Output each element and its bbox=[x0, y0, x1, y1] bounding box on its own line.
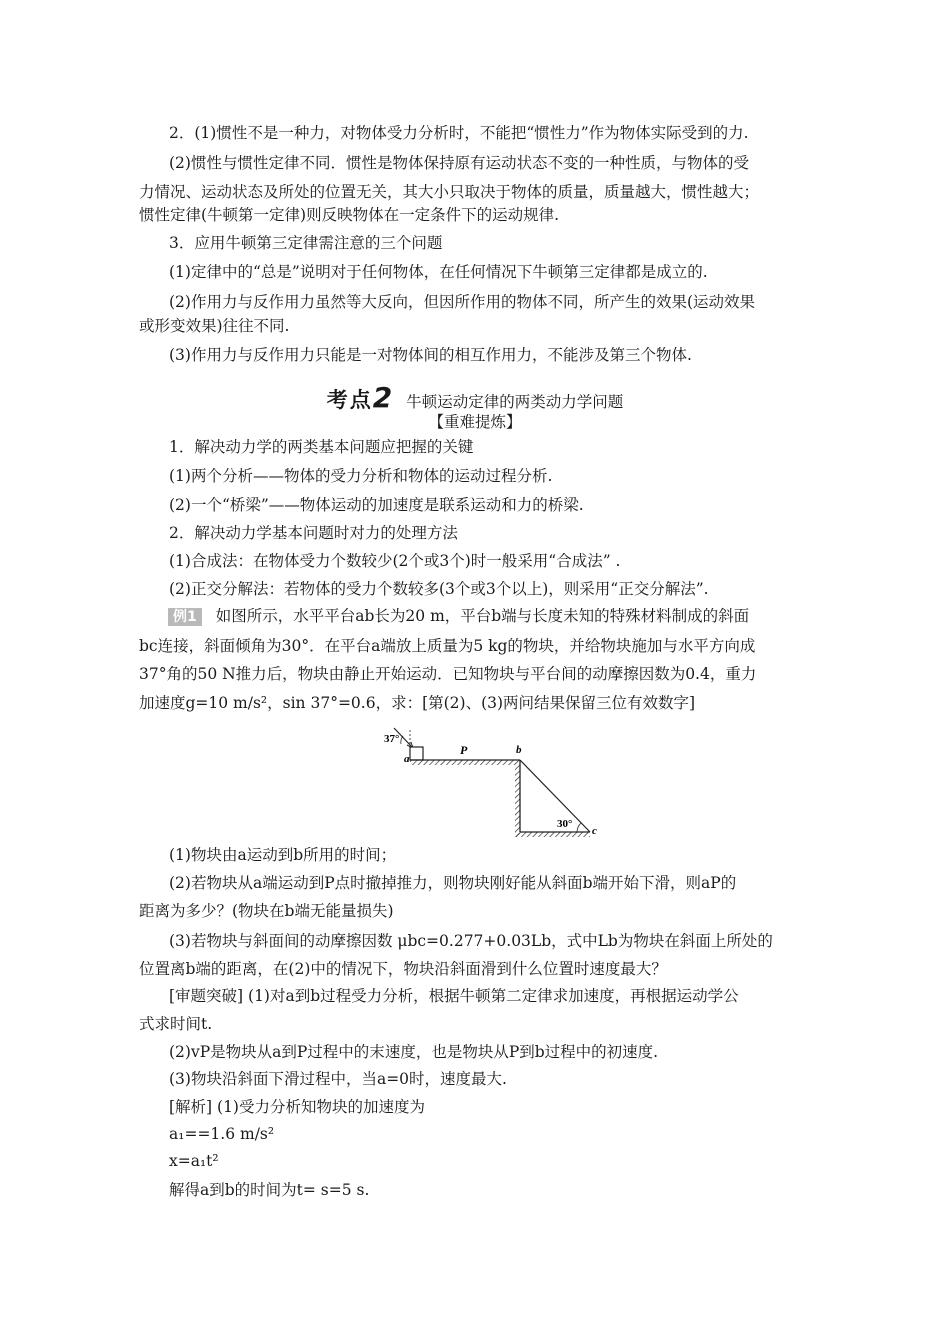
section-title: 牛顿运动定律的两类动力学问题 bbox=[406, 393, 624, 411]
paragraph-line: 1．解决动力学的两类基本问题应把握的关键 bbox=[169, 438, 474, 456]
solution-line: [解析] (1)受力分析知物块的加速度为 bbox=[169, 1098, 425, 1116]
question-line: 距离为多少？(物块在b端无能量损失) bbox=[139, 902, 394, 920]
example-text: 如图所示，水平平台ab长为20 m，平台b端与长度未知的特殊材料制成的斜面 bbox=[215, 607, 750, 625]
paragraph-line: (1)合成法：在物体受力个数较少(2个或3个)时一般采用“合成法” . bbox=[169, 552, 621, 570]
solution-line: 解得a到b的时间为t= s=5 s. bbox=[169, 1181, 370, 1199]
paragraph-line: (2)正交分解法：若物体的受力个数较多(3个或3个以上)，则采用“正交分解法”. bbox=[169, 580, 709, 598]
question-line: (2)若物块从a端运动到P点时撤掉推力，则物块刚好能从斜面b端开始下滑，则aP的 bbox=[169, 874, 737, 892]
formula-line: x=a₁t² bbox=[169, 1152, 219, 1170]
hint-line: (3)物块沿斜面下滑过程中，当a=0时，速度最大. bbox=[169, 1070, 507, 1088]
example-badge: 例1 bbox=[168, 608, 202, 626]
paragraph-line: 或形变效果)往往不同. bbox=[139, 317, 290, 335]
section-number: 2 bbox=[372, 381, 393, 414]
label-b: b bbox=[516, 744, 522, 756]
section-label: 考点 bbox=[326, 388, 373, 412]
block-icon bbox=[410, 747, 423, 760]
wall-hatch bbox=[515, 765, 520, 837]
paragraph-line: (1)定律中的“总是”说明对于任何物体，在任何情况下牛顿第三定律都是成立的. bbox=[169, 263, 708, 281]
paragraph-line: 2．解决动力学基本问题时对力的处理方法 bbox=[169, 524, 458, 542]
question-line: 位置离b端的距离，在(2)中的情况下，物块沿斜面滑到什么位置时速度最大？ bbox=[139, 960, 667, 978]
label-p: P bbox=[460, 743, 468, 757]
paragraph-line: (2)惯性与惯性定律不同．惯性是物体保持原有运动状态不变的一种性质，与物体的受 bbox=[169, 154, 749, 172]
paragraph-line: 3．应用牛顿第三定律需注意的三个问题 bbox=[169, 234, 443, 252]
hint-line: 式求时间t. bbox=[139, 1015, 213, 1033]
example-line: bc连接，斜面倾角为30°．在平台a端放上质量为5 kg的物块，并给物块施加与水平方向成 bbox=[139, 637, 756, 655]
hint-line: (2)vP是物块从a到P过程中的末速度，也是物块从P到b过程中的初速度. bbox=[169, 1043, 659, 1061]
label-c: c bbox=[592, 825, 597, 837]
example-line: 37°角的50 N推力后，物块由静止开始运动．已知物块与平台间的动摩擦因数为0.4，重力 bbox=[139, 665, 757, 683]
paragraph-line: (2)一个“桥梁”——物体运动的加速度是联系运动和力的桥梁. bbox=[169, 496, 584, 514]
paragraph-line: (1)两个分析——物体的受力分析和物体的运动过程分析. bbox=[169, 467, 553, 485]
angle-30-arc bbox=[577, 823, 581, 832]
incline-bc bbox=[520, 760, 590, 832]
paragraph-line: 2．(1)惯性不是一种力，对物体受力分析时，不能把“惯性力”作为物体实际受到的力. bbox=[169, 124, 749, 142]
angle-37-label: 37° bbox=[384, 733, 400, 745]
paragraph-line: 惯性定律(牛顿第一定律)则反映物体在一定条件下的运动规律. bbox=[139, 206, 560, 224]
formula-line: a₁==1.6 m/s² bbox=[169, 1125, 275, 1143]
label-a: a bbox=[404, 753, 410, 765]
question-line: (3)若物块与斜面间的动摩擦因数 μbc=0.277+0.03Lb，式中Lb为物块在斜面上所处的 bbox=[169, 932, 773, 950]
subheading: 【重难提炼】 bbox=[428, 413, 522, 431]
example-first-line bbox=[168, 606, 749, 626]
hint-line: [审题突破] (1)对a到b过程受力分析，根据牛顿第二定律求加速度，再根据运动学公 bbox=[169, 987, 739, 1005]
platform-hatch bbox=[410, 760, 520, 765]
question-line: (1)物块由a运动到b所用的时间； bbox=[169, 846, 397, 864]
ground-hatch bbox=[515, 832, 590, 837]
paragraph-line: (3)作用力与反作用力只能是一对物体间的相互作用力，不能涉及第三个物体. bbox=[169, 346, 692, 364]
paragraph-line: 力情况、运动状态及所处的位置无关，其大小只取决于物体的质量，质量越大，惯性越大； bbox=[139, 183, 760, 201]
example-line: 加速度g=10 m/s²，sin 37°=0.6，求：[第(2)、(3)两问结果保留三位有效数字] bbox=[139, 694, 696, 712]
incline-figure bbox=[370, 722, 610, 842]
paragraph-line: (2)作用力与反作用力虽然等大反向，但因所作用的物体不同，所产生的效果(运动效果 bbox=[169, 293, 756, 311]
angle-30-label: 30° bbox=[557, 818, 573, 830]
